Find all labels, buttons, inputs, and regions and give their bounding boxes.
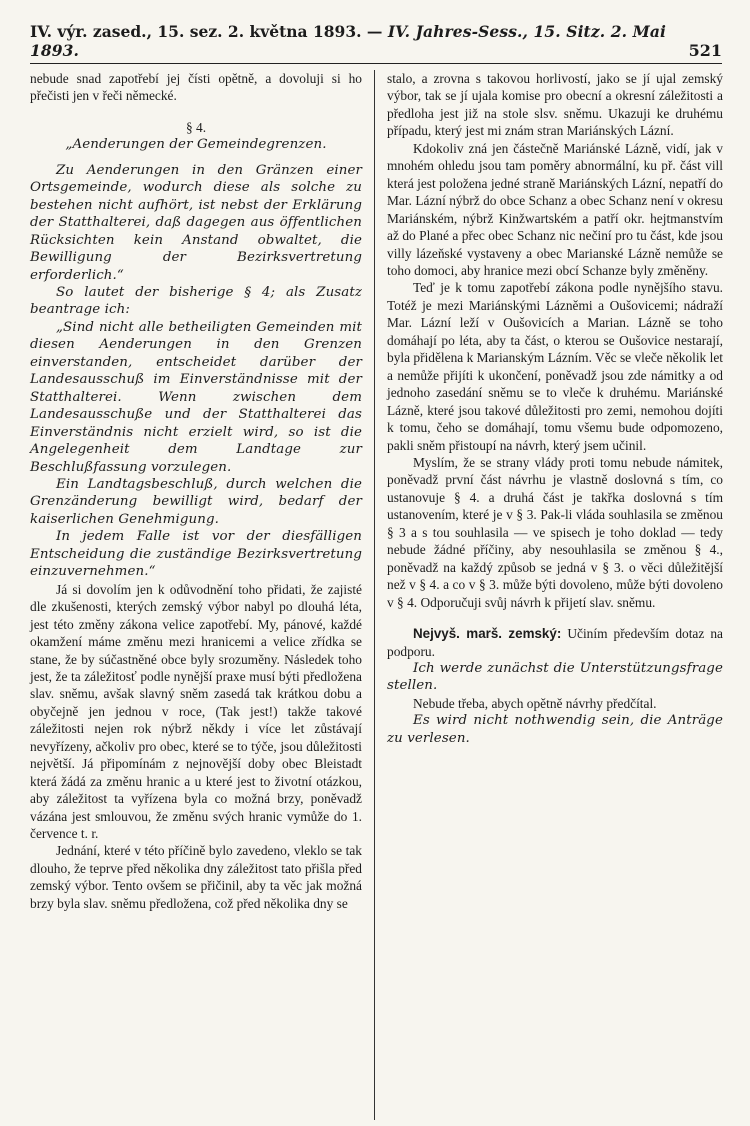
paragraph: Jednání, které v této příčině bylo zavedeno, vleklo se tak dlouho, že teprve před několika dny záležitost tato přišla před zemský výbor. Tento ovšem se přičinil, aby ta věc jak možná brzy byla slav. sněmu předložena, což před několika dny se bbox=[30, 843, 362, 911]
paragraph: stalo, a zrovna s takovou horlivostí, jako se jí ujal zemský výbor, tak se jí ujala komise pro obecní a okresní záležitosti a předloha jest již na stole slsv. sněmu. Ukazuji ke druhému případu, který jest mi znám stran Mariánských Lázní. bbox=[387, 71, 723, 139]
paragraph: In jedem Falle ist vor der diesfälligen Entscheidung die zuständige Bezirksvertretung einzuvernehmen.“ bbox=[30, 529, 362, 580]
paragraph: Nebude třeba, abych opětně návrhy předčítal. bbox=[413, 695, 657, 711]
paragraph: Myslím, že se strany vlády proti tomu nebude námitek, poněvadž první část návrhu je vlastně doslovná s tím, co ustanovuje § 4. a druhá část je takřka doslovná s tím ustanovením, které je v § 3. Pak-li vláda souhlasila se změnou § 3 a s tou souhlasila — ve spisech je toho doklad — tedy nebude žádné příčiny, aby nesouhlasila se změnou § 4., poněvadž na každý způsob se jedná v § 3. o věci důležitější než v § 4. a co v § 3. může býti dovoleno, může býti dovoleno v § 4. Odporučuji svůj návrh k přijetí slav. sněmu. bbox=[387, 454, 723, 610]
header-german: IV. Jahres-Sess., 15. Sitz. 2. Mai 1893. bbox=[30, 22, 666, 60]
page-number: 521 bbox=[688, 41, 722, 60]
paragraph: Kdokoliv zná jen částečně Mariánské Lázně, vidí, jak v mnohém ohledu jsou tam poměry abnormální, ku př. část vill která jest položena jedné straně Mariánských Lázní, nepatří do Mar. Lázní nýbrž do obce Schanz a obec Schanz není v okresu Mariánském, nýbrž Kinžwartském a patří okr. hejtmanstvím až do Plané a přec obec Schanz nic nečiní pro tu část, kde jsou villy lázeňské vystaveny a obec Marianské Lázně nemůže se toho domoci, aby hranice mezi obcí Schanze byly změněny. bbox=[387, 140, 723, 278]
paragraph: So lautet der bisherige § 4; als Zusatz beantrage ich: bbox=[30, 284, 362, 318]
paragraph: Ich werde zunächst die Unterstützungsfrage stellen. bbox=[387, 660, 723, 694]
section-number: § 4. bbox=[185, 119, 207, 135]
paragraph: Es wird nicht nothwendig sein, die Anträge zu verlesen. bbox=[387, 713, 723, 746]
paragraph: Já si dovolím jen k odůvodnění toho přidati, že zajisté dle zkušenosti, kterých zemský výbor nabyl po dlouhá léta, jest této změny zákona velice zapotřebí. My, pánové, každé okamžení máme změnu mezi hranicemi a velice zřídka se stane, že by súčastněné obce byly srozuměny. Následek toho jest, že ta záležitosť podle nynější praxe musí býti předložena slav. sněmu, avšak slavný sněm zasedá tak krátkou dobu a obyčejně jen jednou v roce, (Tak jest!) takže takové záležitosti nejen rok nýbrž někdy i více let zůstávají nevyřízeny, ačkoliv pro obec, které se to týče, jsou důležitosti největší. Já připomínám z nejnovější doby obec Bleistadt která žádá za změnu hranic a u které jest to životní otázkou, aby záležitost ta vyřízena byla co možná brzy, poněvadž vázána jest smlouvou, že změnu svých hranic vymůže do 1. července t. r. bbox=[30, 581, 362, 842]
speaker-name: Nejvyš. marš. zemský: bbox=[413, 626, 562, 642]
speaker-paragraph: Nejvyš. marš. zemský: Učiním především dotaz na podporu. bbox=[387, 626, 723, 659]
header-czech: IV. výr. zased., 15. sez. 2. května 1893. — IV. Jahres-Sess., 15. Sitz. 2. Mai 1893. bbox=[30, 22, 666, 60]
right-column bbox=[387, 70, 723, 747]
paragraph: Zu Aenderungen in den Gränzen einer Ortsgemeinde, wodurch diese als solche zu bestehen nicht aufhört, ist nebst der Erklärung der Statthalterei, daß dagegen aus öffentlichen Rücksichten kein Anstand obwaltet, die Bewilligung der Bezirksvertretung erforderlich.“ bbox=[30, 162, 362, 283]
section-title: „Aenderungen der Gemeindegrenzen. bbox=[65, 137, 327, 153]
paragraph: Ein Landtagsbeschluß, durch welchen die Grenzänderung bewilligt wird, bedarf der kaiserlichen Genehmigung. bbox=[30, 476, 362, 527]
left-column bbox=[30, 70, 362, 912]
paragraph: Teď je k tomu zapotřebí zákona podle nynějšího stavu. Totéž je mezi Mariánskými Lázněmi a Oušovicemi; nádraží Mar. Lázní leží v Oušovicích a Marian. Lázně se toho domáhají po léta, aby ta část, o kterou se Oušovice nestarají, byla přidělena k Marianským Lázním. Věc se vleče několik let a nemůže přijíti k ukončení, poněvadž jsou zde námitky a od jednoho zasedání sněmu se to vleče k druhému. Mariánské Lázně, které jsou takové důležitosti pro zemi, nemohou dojíti k tomu, čeho se domáhají, tomu všemu bude odpomozeno, pakli sněm přistoupí na návrh, který jsem učinil. bbox=[387, 280, 723, 453]
column-divider bbox=[374, 70, 375, 1120]
paragraph: „Sind nicht alle betheiligten Gemeinden mit diesen Aenderungen in den Grenzen einverstanden, entscheidet darüber der Landesausschuß im Einverständnisse mit der Statthalterei. Wenn zwischen dem Landesausschuße und der Statthalterei das Einverständnis nicht erzielt wird, so ist die Angelegenheit dem Landtage zur Beschlußfassung vorzulegen. bbox=[30, 319, 362, 475]
running-header bbox=[30, 22, 722, 64]
paragraph: nebude snad zapotřebí jej čísti opětně, a dovoluji si ho přečisti jen v řeči německé. bbox=[30, 71, 362, 104]
